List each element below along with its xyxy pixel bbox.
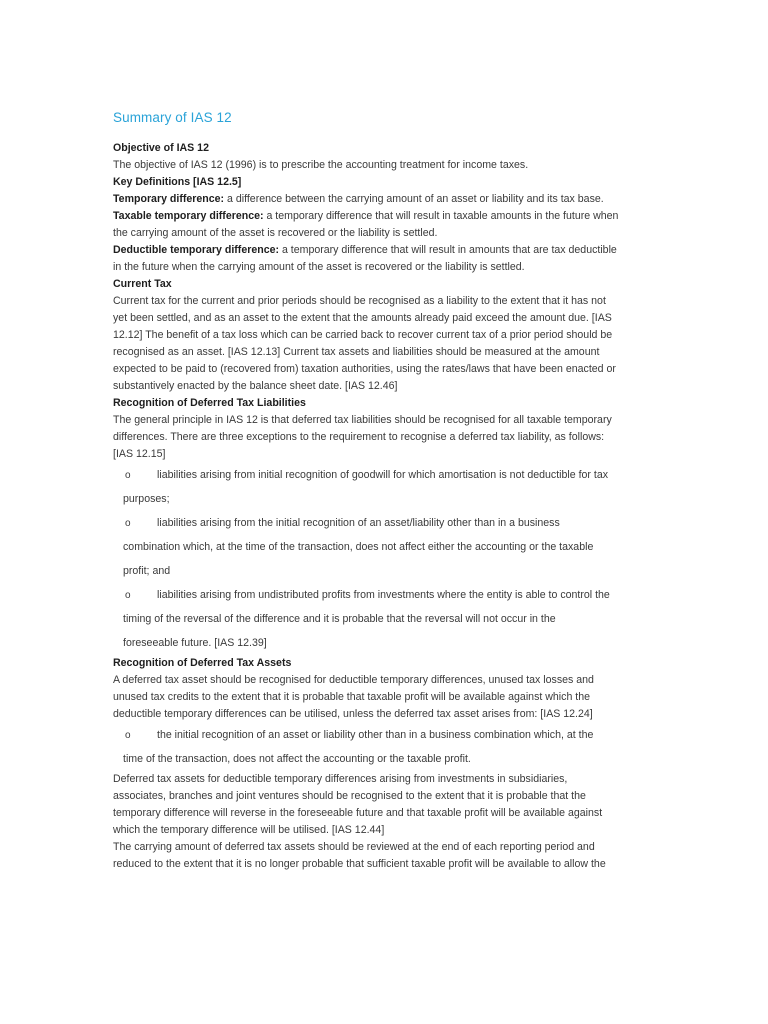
paragraph-line: Current tax for the current and prior periods should be recognised as a liability to the extent that it has not	[113, 295, 606, 307]
definition-taxable-cont: the carrying amount of the asset is recovered or the liability is settled.	[113, 227, 438, 239]
list-item	[113, 583, 658, 655]
deferred-assets-paragraph	[113, 672, 658, 723]
definition-term: Temporary difference:	[113, 193, 225, 205]
paragraph-line: [IAS 12.15]	[113, 448, 166, 460]
bullet-line: time of the transaction, does not affect the accounting or the taxable profit.	[123, 753, 471, 765]
bullet-line: timing of the reversal of the difference and it is probable that the reversal will not occur in the	[123, 613, 556, 625]
definition-deductible-cont: in the future when the carrying amount of the asset is recovered or the liability is settled.	[113, 261, 525, 273]
document-body	[113, 140, 658, 873]
paragraph-line: associates, branches and joint ventures should be recognised to the extent that it is probable that the	[113, 790, 586, 802]
definition-taxable	[113, 208, 658, 225]
bullet-marker: o	[125, 518, 131, 529]
document-title: Summary of IAS 12	[113, 110, 232, 125]
paragraph-line: yet been settled, and as an asset to the extent that the amounts already paid exceed the amount due. [IAS	[113, 312, 612, 324]
bullet-line: combination which, at the time of the transaction, does not affect either the accounting or the taxable	[123, 541, 594, 553]
bullet-line: liabilities arising from the initial recognition of an asset/liability other than in a business	[157, 517, 560, 529]
list-item	[113, 463, 658, 511]
deferred-liabilities-heading: Recognition of Deferred Tax Liabilities	[113, 397, 306, 409]
definition-text: a temporary difference that will result in taxable amounts in the future when	[263, 210, 619, 222]
paragraph-line: 12.12] The benefit of a tax loss which can be carried back to recover current tax of a prior period should be	[113, 329, 613, 341]
definition-term: Taxable temporary difference:	[113, 210, 264, 222]
list-item	[113, 511, 658, 583]
objective-heading: Objective of IAS 12	[113, 142, 209, 154]
paragraph-line: recognised as an asset. [IAS 12.13] Current tax assets and liabilities should be measured at the amount	[113, 346, 600, 358]
paragraph-line: expected to be paid to (recovered from) taxation authorities, using the rates/laws that have been enacted or	[113, 363, 616, 375]
paragraph-line: differences. There are three exceptions to the requirement to recognise a deferred tax liability, as follows:	[113, 431, 605, 443]
bullet-marker: o	[125, 470, 131, 481]
definition-text: a temporary difference that will result in amounts that are tax deductible	[279, 244, 617, 256]
paragraph-line: substantively enacted by the balance sheet date. [IAS 12.46]	[113, 380, 398, 392]
definition-text: a difference between the carrying amount of an asset or liability and its tax base.	[224, 193, 604, 205]
bullet-marker: o	[125, 730, 131, 741]
definition-temporary	[113, 191, 658, 208]
current-tax-heading: Current Tax	[113, 278, 172, 290]
bullet-line: foreseeable future. [IAS 12.39]	[123, 637, 267, 649]
bullet-line: the initial recognition of an asset or liability other than in a business combination which, at the	[157, 729, 594, 741]
definition-deductible	[113, 242, 658, 259]
paragraph-line: The general principle in IAS 12 is that deferred tax liabilities should be recognised for all taxable temporary	[113, 414, 612, 426]
current-tax-paragraph	[113, 293, 658, 395]
deferred-assets-paragraph-2	[113, 771, 658, 873]
paragraph-line: A deferred tax asset should be recognised for deductible temporary differences, unused tax losses and	[113, 674, 594, 686]
deferred-liabilities-paragraph	[113, 412, 658, 463]
paragraph-line: Deferred tax assets for deductible temporary differences arising from investments in subsidiaries,	[113, 773, 568, 785]
bullet-line: profit; and	[123, 565, 171, 577]
bullet-line: liabilities arising from undistributed profits from investments where the entity is able to control the	[157, 589, 610, 601]
paragraph-line: unused tax credits to the extent that it is probable that taxable profit will be available against which the	[113, 691, 591, 703]
paragraph-line: The carrying amount of deferred tax assets should be reviewed at the end of each reporting period and	[113, 841, 595, 853]
bullet-marker: o	[125, 590, 131, 601]
paragraph-line: temporary difference will reverse in the foreseeable future and that taxable profit will be available against	[113, 807, 603, 819]
definitions-heading: Key Definitions [IAS 12.5]	[113, 176, 242, 188]
paragraph-line: reduced to the extent that it is no longer probable that sufficient taxable profit will be available to allow the	[113, 858, 606, 870]
objective-text: The objective of IAS 12 (1996) is to prescribe the accounting treatment for income taxes.	[113, 159, 529, 171]
bullet-line: liabilities arising from initial recognition of goodwill for which amortisation is not deductible for tax	[157, 469, 609, 481]
bullet-line: purposes;	[123, 493, 170, 505]
paragraph-line: which the temporary difference will be utilised. [IAS 12.44]	[113, 824, 385, 836]
deferred-assets-heading: Recognition of Deferred Tax Assets	[113, 657, 292, 669]
definition-term: Deductible temporary difference:	[113, 244, 280, 256]
paragraph-line: deductible temporary differences can be utilised, unless the deferred tax asset arises from: [IAS 12.24]	[113, 708, 593, 720]
list-item	[113, 723, 658, 771]
